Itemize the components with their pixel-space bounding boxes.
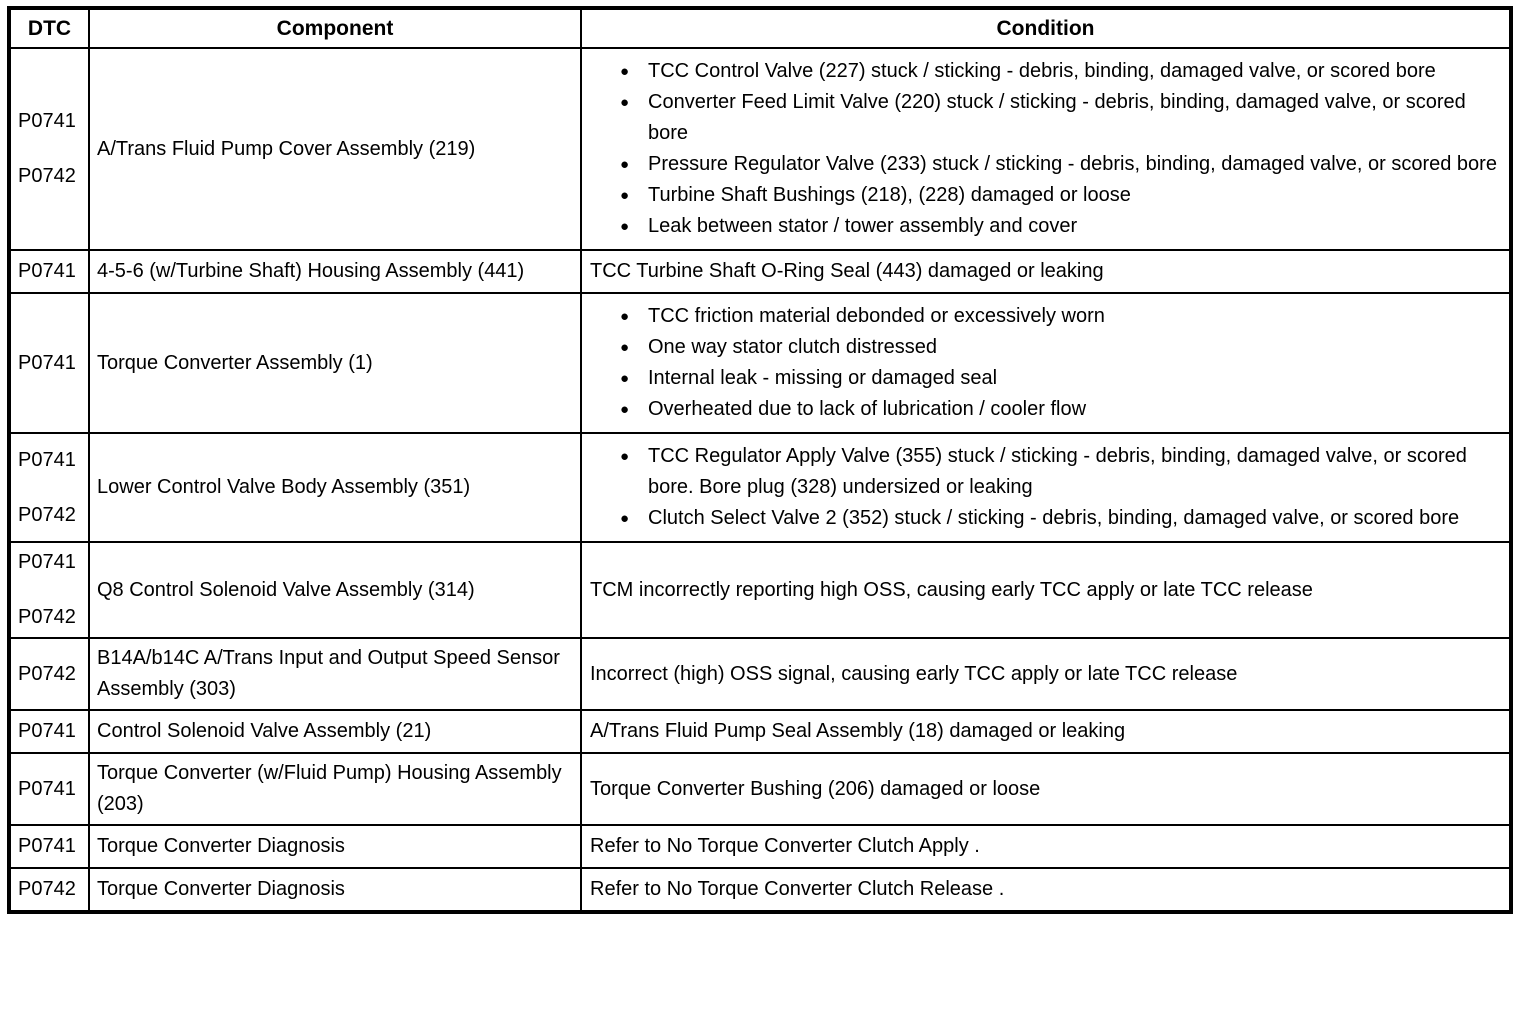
dtc-code: P0742 (18, 662, 76, 685)
condition-cell (581, 48, 1511, 250)
condition-item: ● TCC friction material debonded or excessively worn (620, 301, 1499, 332)
table-row (9, 753, 1511, 825)
condition-item: ● Overheated due to lack of lubrication / cooler flow (620, 394, 1499, 425)
component-cell: Torque Converter Diagnosis (89, 825, 581, 868)
dtc-cell (9, 250, 89, 293)
dtc-code-group (18, 659, 84, 690)
component-cell: Torque Converter Diagnosis (89, 868, 581, 912)
table-row (9, 433, 1511, 542)
dtc-cell (9, 433, 89, 542)
condition-cell (581, 250, 1511, 293)
condition-item: ● Leak between stator / tower assembly and cover (620, 211, 1499, 242)
dtc-code: P0741 (18, 720, 76, 743)
condition-item: ● Clutch Select Valve 2 (352) stuck / sticking - debris, binding, damaged valve, or scored bore (620, 503, 1499, 534)
condition-cell (581, 825, 1511, 868)
condition-cell (581, 433, 1511, 542)
condition-text: Incorrect (high) OSS signal, causing early TCC apply or late TCC release (590, 662, 1238, 685)
dtc-code: P0741 (18, 551, 76, 574)
condition-item: ● TCC Control Valve (227) stuck / sticking - debris, binding, damaged valve, or scored bore (620, 56, 1499, 87)
column-header-component: Component (89, 8, 581, 48)
condition-item: ● One way stator clutch distressed (620, 332, 1499, 363)
condition-text: Torque Converter Bushing (206) damaged or loose (590, 777, 1041, 800)
table-row (9, 868, 1511, 912)
dtc-code-group (18, 445, 84, 531)
table-header-row (9, 8, 1511, 48)
dtc-code-group (18, 774, 84, 805)
dtc-code: P0741 (18, 260, 76, 283)
dtc-code-group (18, 831, 84, 862)
component-cell: Q8 Control Solenoid Valve Assembly (314) (89, 542, 581, 638)
dtc-code: P0741 (18, 110, 76, 133)
condition-item: ● Internal leak - missing or damaged seal (620, 363, 1499, 394)
table-row (9, 638, 1511, 710)
table-row (9, 293, 1511, 433)
condition-item: ● Converter Feed Limit Valve (220) stuck / sticking - debris, binding, damaged valve, or scored bore (620, 87, 1499, 149)
dtc-code-group (18, 547, 84, 633)
component-cell: 4-5-6 (w/Turbine Shaft) Housing Assembly (441) (89, 250, 581, 293)
dtc-cell (9, 753, 89, 825)
column-header-dtc: DTC (9, 8, 89, 48)
condition-cell (581, 710, 1511, 753)
condition-list (590, 301, 1499, 425)
dtc-cell (9, 293, 89, 433)
condition-cell (581, 542, 1511, 638)
condition-item: ● Pressure Regulator Valve (233) stuck / sticking - debris, binding, damaged valve, or scored bore (620, 149, 1499, 180)
condition-list (590, 56, 1499, 242)
condition-text: Refer to No Torque Converter Clutch Release . (590, 878, 1005, 901)
table-row (9, 48, 1511, 250)
dtc-cell (9, 825, 89, 868)
condition-text: Refer to No Torque Converter Clutch Apply . (590, 835, 980, 858)
dtc-table (7, 6, 1513, 914)
component-cell: Lower Control Valve Body Assembly (351) (89, 433, 581, 542)
dtc-cell (9, 710, 89, 753)
dtc-code-group (18, 256, 84, 287)
table-body (9, 48, 1511, 912)
component-cell: Torque Converter Assembly (1) (89, 293, 581, 433)
dtc-code-group (18, 874, 84, 905)
table-row (9, 250, 1511, 293)
condition-cell (581, 293, 1511, 433)
condition-item: ● Turbine Shaft Bushings (218), (228) damaged or loose (620, 180, 1499, 211)
dtc-code: P0741 (18, 777, 76, 800)
dtc-cell (9, 868, 89, 912)
condition-cell (581, 638, 1511, 710)
dtc-code: P0742 (18, 503, 76, 526)
table-row (9, 825, 1511, 868)
column-header-condition: Condition (581, 8, 1511, 48)
condition-text: TCC Turbine Shaft O-Ring Seal (443) damaged or leaking (590, 260, 1104, 283)
condition-cell (581, 753, 1511, 825)
dtc-code-group (18, 348, 84, 379)
dtc-cell (9, 48, 89, 250)
table-row (9, 542, 1511, 638)
component-cell: B14A/b14C A/Trans Input and Output Speed Sensor Assembly (303) (89, 638, 581, 710)
dtc-code: P0742 (18, 878, 76, 901)
dtc-cell (9, 638, 89, 710)
dtc-code: P0741 (18, 835, 76, 858)
dtc-code: P0742 (18, 165, 76, 188)
dtc-code: P0741 (18, 448, 76, 471)
component-cell: A/Trans Fluid Pump Cover Assembly (219) (89, 48, 581, 250)
dtc-cell (9, 542, 89, 638)
component-cell: Control Solenoid Valve Assembly (21) (89, 710, 581, 753)
dtc-code: P0742 (18, 606, 76, 629)
dtc-code: P0741 (18, 351, 76, 374)
table-row (9, 710, 1511, 753)
component-cell: Torque Converter (w/Fluid Pump) Housing Assembly (203) (89, 753, 581, 825)
condition-list (590, 441, 1499, 534)
condition-text: TCM incorrectly reporting high OSS, causing early TCC apply or late TCC release (590, 578, 1313, 601)
condition-cell (581, 868, 1511, 912)
condition-text: A/Trans Fluid Pump Seal Assembly (18) damaged or leaking (590, 720, 1126, 743)
dtc-code-group (18, 716, 84, 747)
condition-item: ● TCC Regulator Apply Valve (355) stuck / sticking - debris, binding, damaged valve, or scored bore. Bore plug (328) undersized or leaking (620, 441, 1499, 503)
dtc-code-group (18, 106, 84, 192)
